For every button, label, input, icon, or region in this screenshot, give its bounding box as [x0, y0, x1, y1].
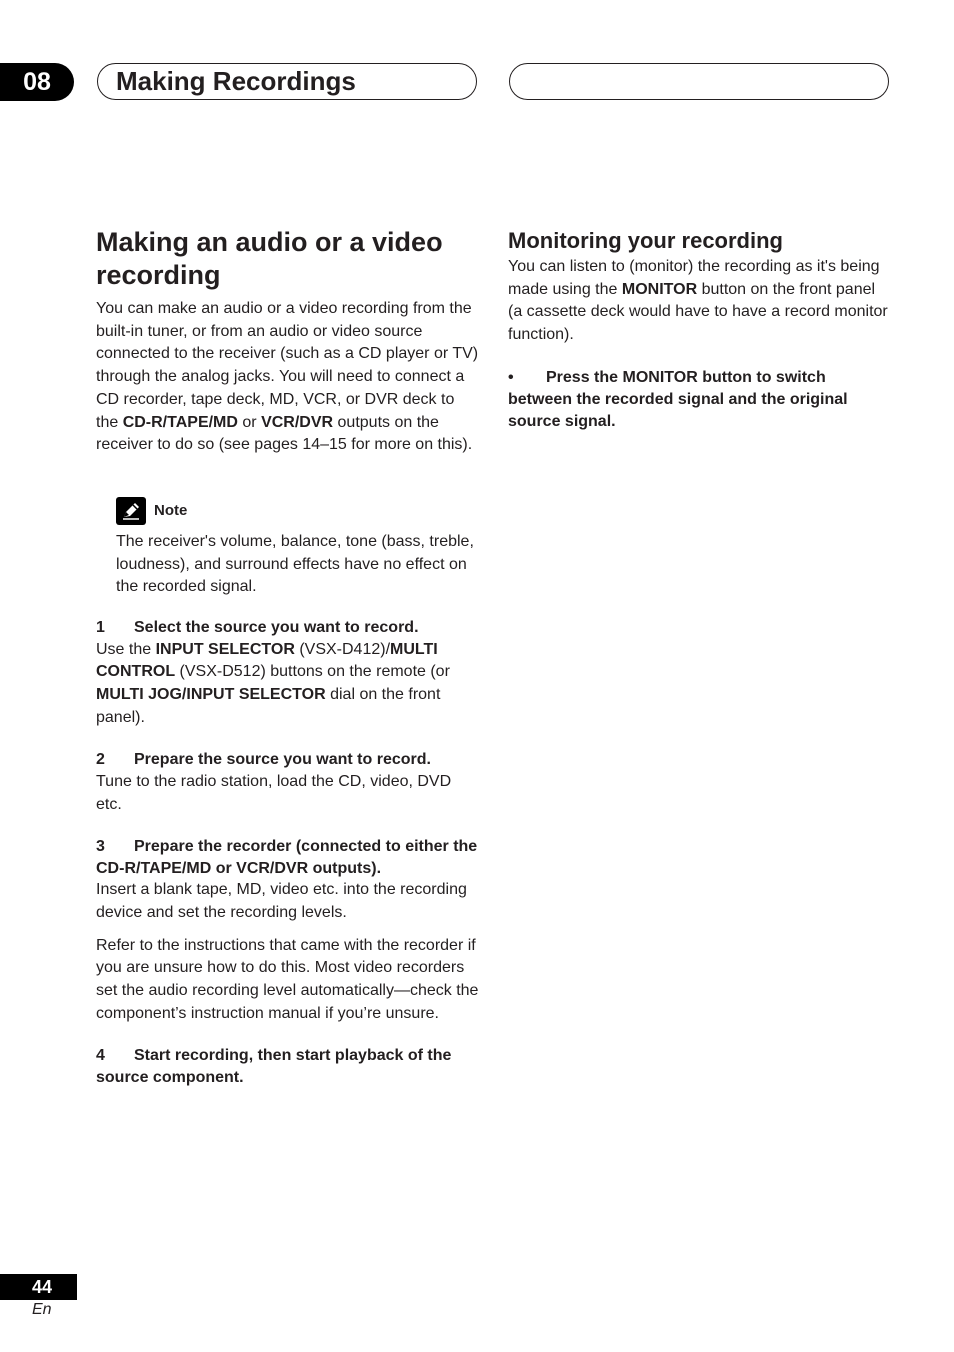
text-run: Insert a blank tape, MD, video etc. into the recording device and set the recording levels. — [96, 881, 467, 921]
step-heading — [96, 836, 480, 879]
step-number: 1 — [96, 619, 105, 637]
step-item — [96, 749, 480, 816]
step-body — [96, 639, 480, 730]
step-heading — [96, 749, 480, 771]
text-run: Refer to the instructions that came with the recorder if you are unsure how to do this. Most video recorders set the audio recording level automatically—check the component’s instruction manual if you’re unsure. — [96, 936, 479, 1022]
text-run: Use the — [96, 640, 156, 658]
step-heading — [96, 1045, 480, 1088]
text-run: You can listen to (monitor) the recording as it's being made using the — [508, 258, 880, 298]
text-run: Tune to the radio station, load the CD, video, DVD etc. — [96, 772, 452, 813]
page-number: 44 — [0, 1274, 77, 1300]
note-label: Note — [154, 502, 188, 520]
bullet-instruction — [508, 367, 892, 433]
bold-term: CD-R/TAPE/MD — [122, 413, 238, 431]
right-column — [508, 226, 892, 433]
pencil-icon — [116, 497, 146, 525]
left-column — [96, 226, 480, 1088]
intro-paragraph — [96, 298, 480, 457]
bold-term: MULTI JOG/INPUT SELECTOR — [96, 685, 326, 703]
step-heading — [96, 617, 480, 639]
step-item — [96, 1045, 480, 1088]
step-number: 3 — [96, 838, 105, 856]
text-run: You can make an audio or a video recording from the built-in tuner, or from an audio or video source connected to the receiver (such as a CD player or TV) through the analog jacks. You will need to connect a CD recorder, tape deck, MD, VCR, or DVR deck to the — [96, 300, 479, 431]
step-title: Prepare the recorder (connected to either the CD-R/TAPE/MD or VCR/DVR outputs). — [96, 838, 478, 877]
step-title: Prepare the source you want to record. — [134, 751, 431, 769]
steps-list — [96, 599, 480, 1088]
bold-term: VCR/DVR — [261, 413, 334, 431]
spacer — [96, 1025, 480, 1045]
note-header — [116, 497, 480, 525]
bold-term: INPUT SELECTOR — [155, 640, 295, 658]
text-run: (VSX-D512) buttons on the remote (or — [175, 663, 450, 681]
bullet-symbol: • — [508, 368, 514, 386]
step-body — [96, 935, 480, 1026]
language-label: En — [32, 1301, 52, 1318]
bold-term: MONITOR — [621, 280, 698, 298]
text-run: dial on the front panel). — [96, 685, 441, 726]
spacer — [96, 729, 480, 749]
step-body — [96, 771, 480, 816]
text-run: outputs on the receiver to do so (see pages 14–15 for more on this). — [96, 413, 473, 454]
spacer — [96, 816, 480, 836]
text-run: button on the front panel (a cassette deck would have to have a record monitor function). — [508, 280, 888, 344]
section-heading-monitoring: Monitoring your recording — [508, 228, 783, 253]
note-text: The receiver's volume, balance, tone (bass, treble, loudness), and surround effects have no effect on the recorded signal. — [116, 532, 474, 596]
step-number: 2 — [96, 751, 105, 769]
text-run: or — [237, 413, 262, 431]
chapter-side-box — [509, 63, 889, 100]
bullet-text: Press the MONITOR button to switch between the recorded signal and the original source signal. — [508, 368, 848, 430]
step-number: 4 — [96, 1047, 105, 1065]
chapter-number: 08 — [0, 63, 74, 101]
step-title: Start recording, then start playback of the source component. — [96, 1047, 452, 1086]
step-title: Select the source you want to record. — [134, 619, 419, 637]
spacer — [96, 925, 480, 935]
section-heading: Making an audio or a video recording — [96, 227, 443, 290]
bold-term: MULTI CONTROL — [96, 640, 438, 681]
step-body — [96, 879, 480, 924]
chapter-title: Making Recordings — [97, 63, 477, 100]
step-item — [96, 836, 480, 1025]
text-run: (VSX-D412)/ — [294, 640, 391, 658]
note-box — [116, 497, 480, 599]
monitoring-paragraph — [508, 256, 892, 347]
spacer — [96, 599, 480, 617]
step-item — [96, 617, 480, 729]
